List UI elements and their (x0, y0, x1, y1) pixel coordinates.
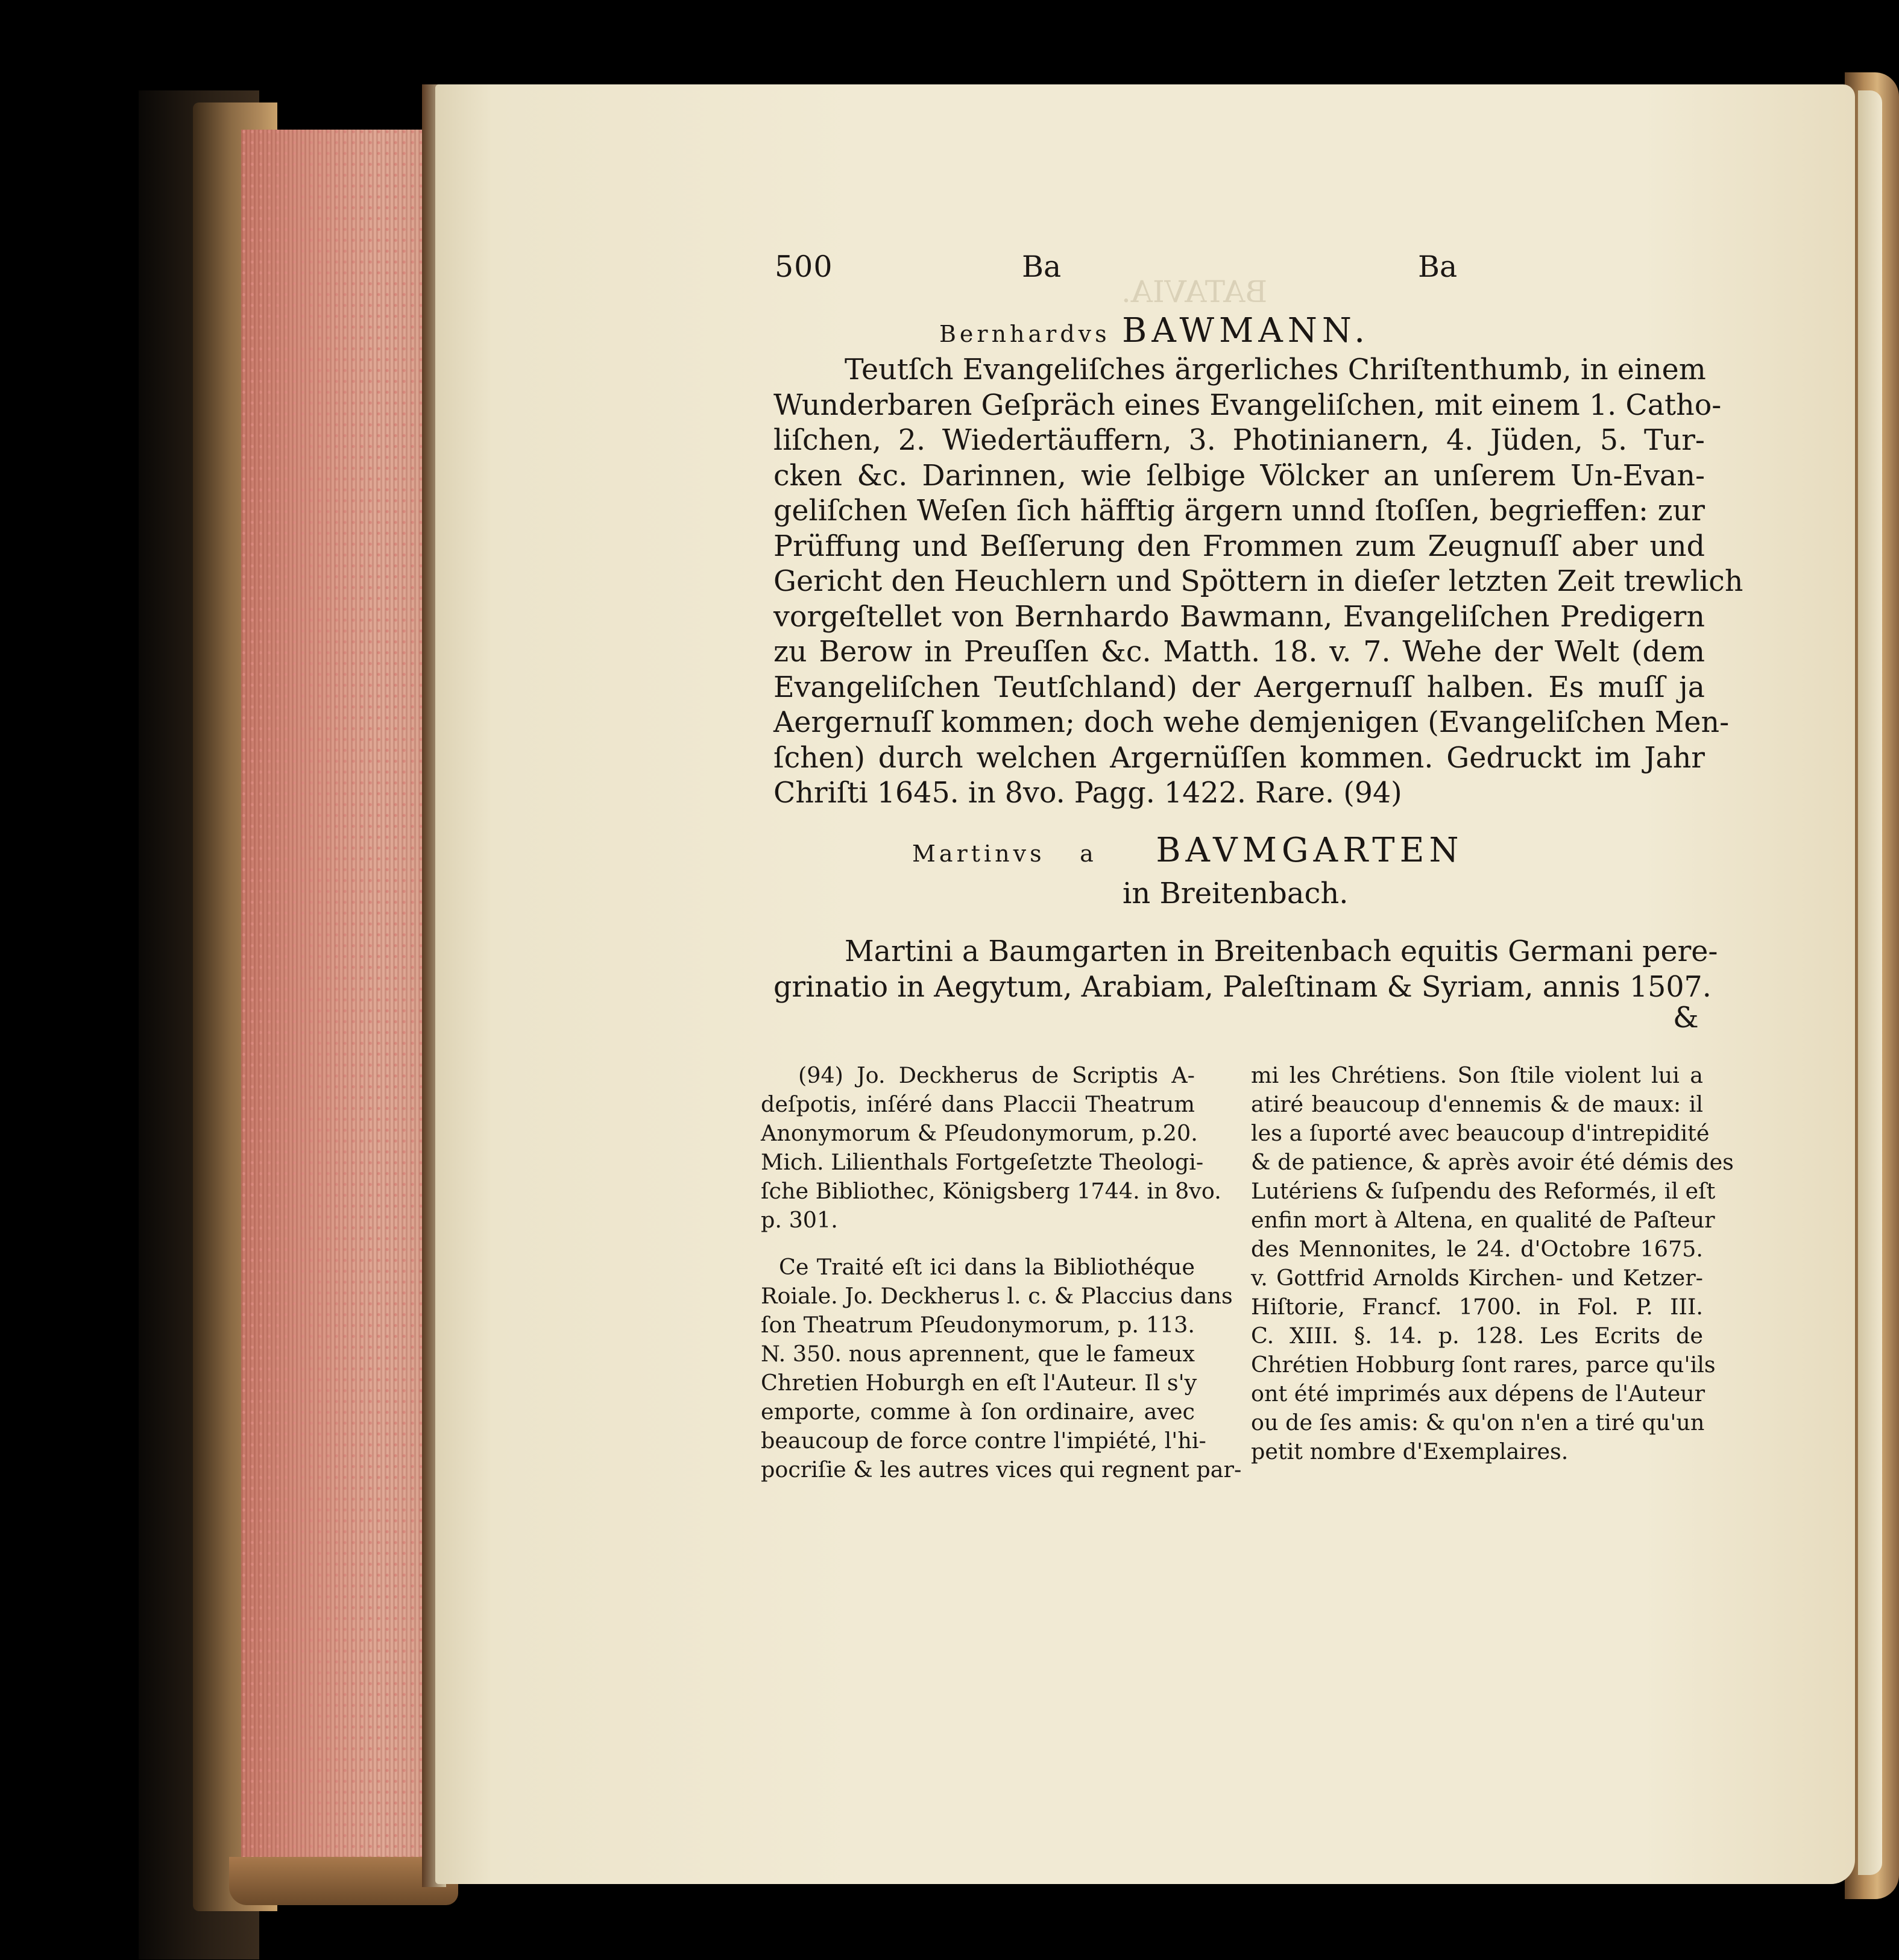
note-line: p. 301. (761, 1207, 838, 1233)
note-line: C. XIII. §. 14. p. 128. Les Ecrits de (1251, 1323, 1703, 1349)
note-line: ou de ſes amis: & qu'on n'en a tiré qu'un (1251, 1410, 1705, 1435)
body-line: Martini a Baumgarten in Breitenbach equitis Germani pere- (845, 935, 1718, 968)
body-line: grinatio in Aegytum, Arabiam, Paleſtinam & Syriam, annis 1507. (773, 970, 1712, 1004)
body-line: geliſchen Weſen ſich häfftig ärgern unnd ſtoſſen, begrieffen: zur (773, 494, 1705, 528)
note-line: petit nombre d'Exemplaires. (1251, 1438, 1569, 1464)
note-line: deſpotis, inſéré dans Placcii Theatrum (761, 1091, 1195, 1117)
note-line: Chrétien Hobburg ſont rares, parce qu'ils (1251, 1352, 1716, 1378)
note-line: beaucoup de force contre l'impiété, l'hi- (761, 1428, 1206, 1454)
entry-surname: BAWMANN. (1122, 311, 1370, 350)
note-line: N. 350. nous aprennent, que le fameux (761, 1341, 1195, 1367)
show-through: BATAVIA. (1121, 274, 1268, 309)
body-line: Prüffung und Beſſerung den Frommen zum Zeugnuſſ aber und (773, 529, 1705, 563)
facing-page-edge (1858, 90, 1882, 1875)
body-line: Evangeliſchen Teutſchland) der Aergernuſſ halben. Es muſſ ja (773, 670, 1705, 704)
note-line: v. Gottfrid Arnolds Kirchen- und Ketzer- (1251, 1265, 1703, 1291)
entry-surname: BAVMGARTEN (1156, 831, 1464, 870)
body-line: liſchen, 2. Wiedertäuffern, 3. Photinianern, 4. Jüden, 5. Tur- (773, 424, 1705, 457)
entry-heading (939, 311, 1370, 350)
body-line: zu Berow in Preuſſen &c. Matth. 18. v. 7. Wehe der Welt (dem (773, 635, 1705, 669)
note-line: les a ſuporté avec beaucoup d'intrepidité (1251, 1120, 1710, 1146)
note-line: ſon Theatrum Pſeudonymorum, p. 113. (761, 1312, 1195, 1338)
note-line: Hiſtorie, Francf. 1700. in Fol. P. III. (1251, 1294, 1703, 1320)
footnote-column-right (1251, 1061, 1734, 1466)
note-line: Anonymorum & Pſeudonymorum, p.20. (761, 1120, 1198, 1146)
note-line: enfin mort à Altena, en qualité de Paſteur (1251, 1207, 1715, 1233)
running-head-left: Ba (1022, 250, 1062, 284)
note-line: pocriſie & les autres vices qui regnent par- (761, 1457, 1242, 1483)
entry-particle: a (1080, 840, 1097, 867)
note-line: ſche Bibliothec, Königsberg 1744. in 8vo. (761, 1178, 1221, 1204)
entry-heading (912, 831, 1464, 870)
body-line: ſchen) durch welchen Argernüſſen kommen. Gedruckt im Jahr (773, 741, 1705, 775)
note-line: ont été imprimés aux dépens de l'Auteur (1251, 1381, 1705, 1407)
note-line: & de patience, & après avoir été démis des (1251, 1149, 1734, 1175)
body-line: Aergernuſſ kommen; doch wehe demjenigen (Evangeliſchen Men- (773, 706, 1730, 739)
note-line: Mich. Lilienthals Fortgeſetzte Theologi- (761, 1149, 1204, 1175)
entry-subtitle: in Breitenbach. (1123, 877, 1349, 910)
page-fore-edge (241, 130, 440, 1884)
note-line: des Mennonites, le 24. d'Octobre 1675. (1251, 1236, 1703, 1262)
body-line: Gericht den Heuchlern und Spöttern in dieſer letzten Zeit trewlich (773, 565, 1743, 598)
paragraph-gap (761, 1235, 1195, 1253)
body-line: vorgeſtellet von Bernhardo Bawmann, Evangeliſchen Predigern (773, 600, 1705, 634)
entry-forename: Bernhardvs (939, 321, 1110, 347)
running-head-right: Ba (1418, 250, 1458, 284)
footnote-column-left (761, 1061, 1242, 1484)
note-line: Lutériens & ſuſpendu des Reformés, il eſt (1251, 1178, 1716, 1204)
body-line: Wunderbaren Geſpräch eines Evangeliſchen, mit einem 1. Catho- (773, 388, 1722, 422)
note-line: mi les Chrétiens. Son ſtile violent lui a (1251, 1062, 1703, 1088)
note-line: Chretien Hoburgh en eſt l'Auteur. Il s'y (761, 1370, 1197, 1396)
page-number: 500 (775, 250, 833, 284)
body-line: Teutſch Evangeliſches ärgerliches Chriſtenthumb, in einem (845, 353, 1706, 386)
note-line: (94) Jo. Deckherus de Scriptis A- (798, 1062, 1195, 1088)
note-line: Roiale. Jo. Deckherus l. c. & Placcius dans (761, 1283, 1233, 1309)
entry-forename: Martinvs (912, 840, 1045, 867)
entry-body (773, 934, 1718, 1005)
note-line: atiré beaucoup d'ennemis & de maux: il (1251, 1091, 1703, 1117)
body-line: Chriſti 1645. in 8vo. Pagg. 1422. Rare. (94) (773, 777, 1402, 810)
note-line: emporte, comme à ſon ordinaire, avec (761, 1399, 1195, 1425)
entry-body (773, 353, 1743, 811)
body-line: cken &c. Darinnen, wie ſelbige Völcker an unſerem Un-Evan- (773, 459, 1705, 493)
catchword: & (1673, 1001, 1699, 1035)
note-line: Ce Traité eſt ici dans la Bibliothéque (779, 1254, 1195, 1280)
